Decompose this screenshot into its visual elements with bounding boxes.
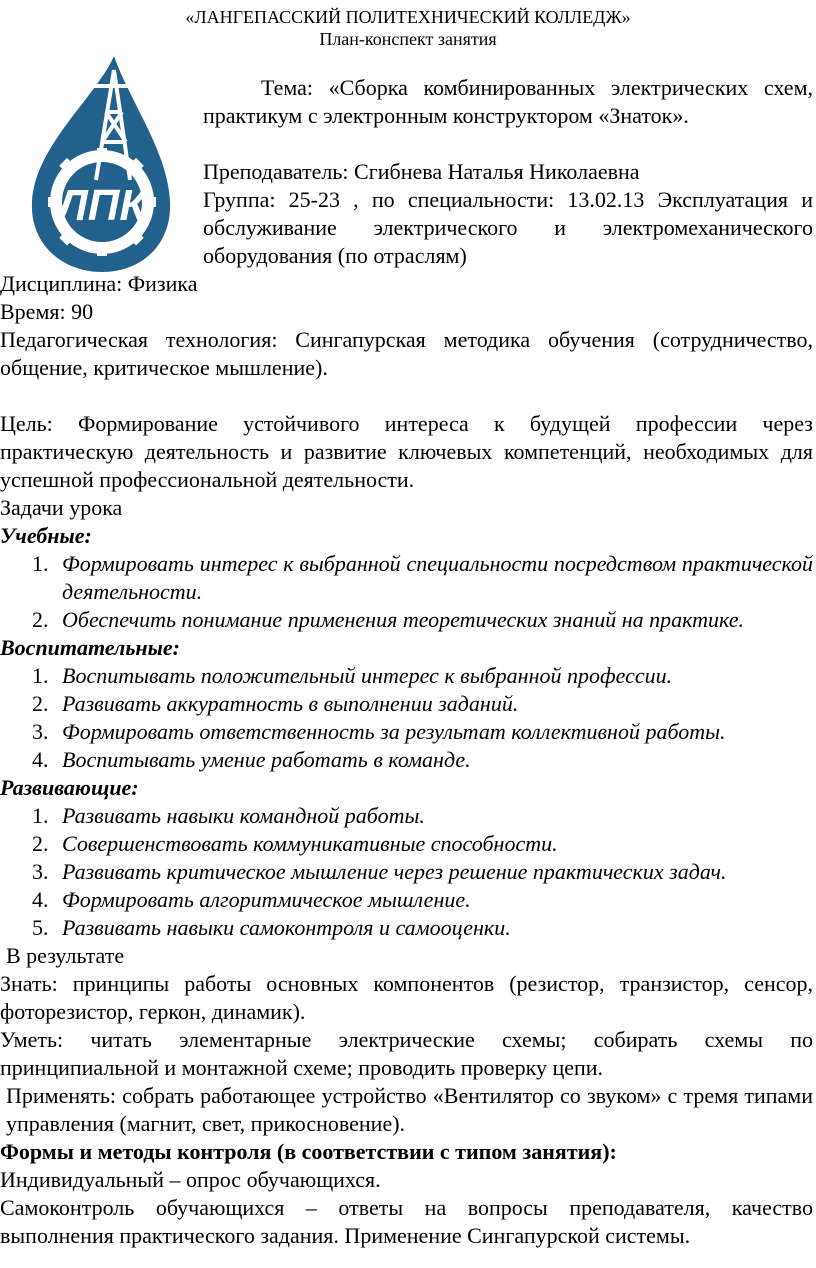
upbringing-title: Воспитательные:	[0, 635, 180, 660]
developing-title: Развивающие:	[0, 775, 139, 800]
apply: Применять: собрать работающее устройство «Вентилятор со звуком» с тремя типами управления (магнит, свет, прикосновение).	[6, 1083, 813, 1136]
list-item: 1. Формировать интерес к выбранной специальности посредством практической деятельности.	[32, 551, 813, 604]
pedagogical-technology: Педагогическая технология: Сингапурская методика обучения (сотрудничество, общение, критическое мышление).	[0, 327, 813, 380]
list-item: 1. Развивать навыки командной работы.	[32, 803, 425, 828]
lesson-body	[0, 270, 813, 1250]
control-title: Формы и методы контроля (в соответствии с типом занятия):	[0, 1139, 617, 1164]
list-item: 4. Формировать алгоритмическое мышление.	[32, 887, 471, 912]
upbringing-list	[0, 662, 813, 774]
list-item: 3. Формировать ответственность за результат коллективной работы.	[32, 719, 726, 744]
tasks-title: Задачи урока	[0, 495, 123, 520]
educational-title: Учебные:	[0, 523, 92, 548]
result-title: В результате	[6, 943, 125, 968]
self-control: Самоконтроль обучающихся – ответы на вопросы преподавателя, качество выполнения практического задания. Применение Сингапурской системы.	[0, 1195, 813, 1248]
developing-list	[0, 802, 813, 942]
discipline: Дисциплина: Физика	[0, 271, 198, 296]
list-item: 1. Воспитывать положительный интерес к выбранной профессии.	[32, 663, 673, 688]
college-name: «ЛАНГЕПАССКИЙ ПОЛИТЕХНИЧЕСКИЙ КОЛЛЕДЖ»	[185, 7, 631, 27]
list-item: 2. Обеспечить понимание применения теоретических знаний на практике.	[32, 607, 745, 632]
list-item: 3. Развивать критическое мышление через решение практических задач.	[32, 859, 727, 884]
educational-list	[0, 550, 813, 634]
group-specialty: Группа: 25-23 , по специальности: 13.02.13 Эксплуатация и обслуживание электрического и электромеханического оборудования (по отраслям)	[203, 187, 813, 268]
list-item: 5. Развивать навыки самоконтроля и самооценки.	[32, 915, 511, 940]
can: Уметь: читать элементарные электрические схемы; собирать схемы по принципиальной и монтажной схеме; проводить проверку цепи.	[0, 1027, 813, 1080]
individual-control: Индивидуальный – опрос обучающихся.	[0, 1167, 381, 1192]
time: Время: 90	[0, 299, 94, 324]
list-item: 2. Совершенствовать коммуникативные способности.	[32, 831, 558, 856]
lesson-topic: Тема: «Сборка комбинированных электрических схем, практикум с электронным конструктором «Знаток».	[203, 75, 813, 128]
topic-block	[203, 74, 813, 270]
lesson-goal: Цель: Формирование устойчивого интереса к будущей профессии через практическую деятельность и развитие ключевых компетенций, необходимых для успешной профессиональной деятельности.	[0, 411, 813, 492]
know: Знать: принципы работы основных компонентов (резистор, транзистор, сенсор, фоторезистор, геркон, динамик).	[0, 971, 813, 1024]
list-item: 2. Развивать аккуратность в выполнении заданий.	[32, 691, 519, 716]
college-logo	[26, 52, 174, 274]
logo-text: ЛПК	[57, 181, 147, 230]
document-type: План-конспект занятия	[319, 29, 497, 49]
teacher: Преподаватель: Сгибнева Наталья Николаевна	[203, 159, 640, 184]
list-item: 4. Воспитывать умение работать в команде.	[32, 747, 471, 772]
